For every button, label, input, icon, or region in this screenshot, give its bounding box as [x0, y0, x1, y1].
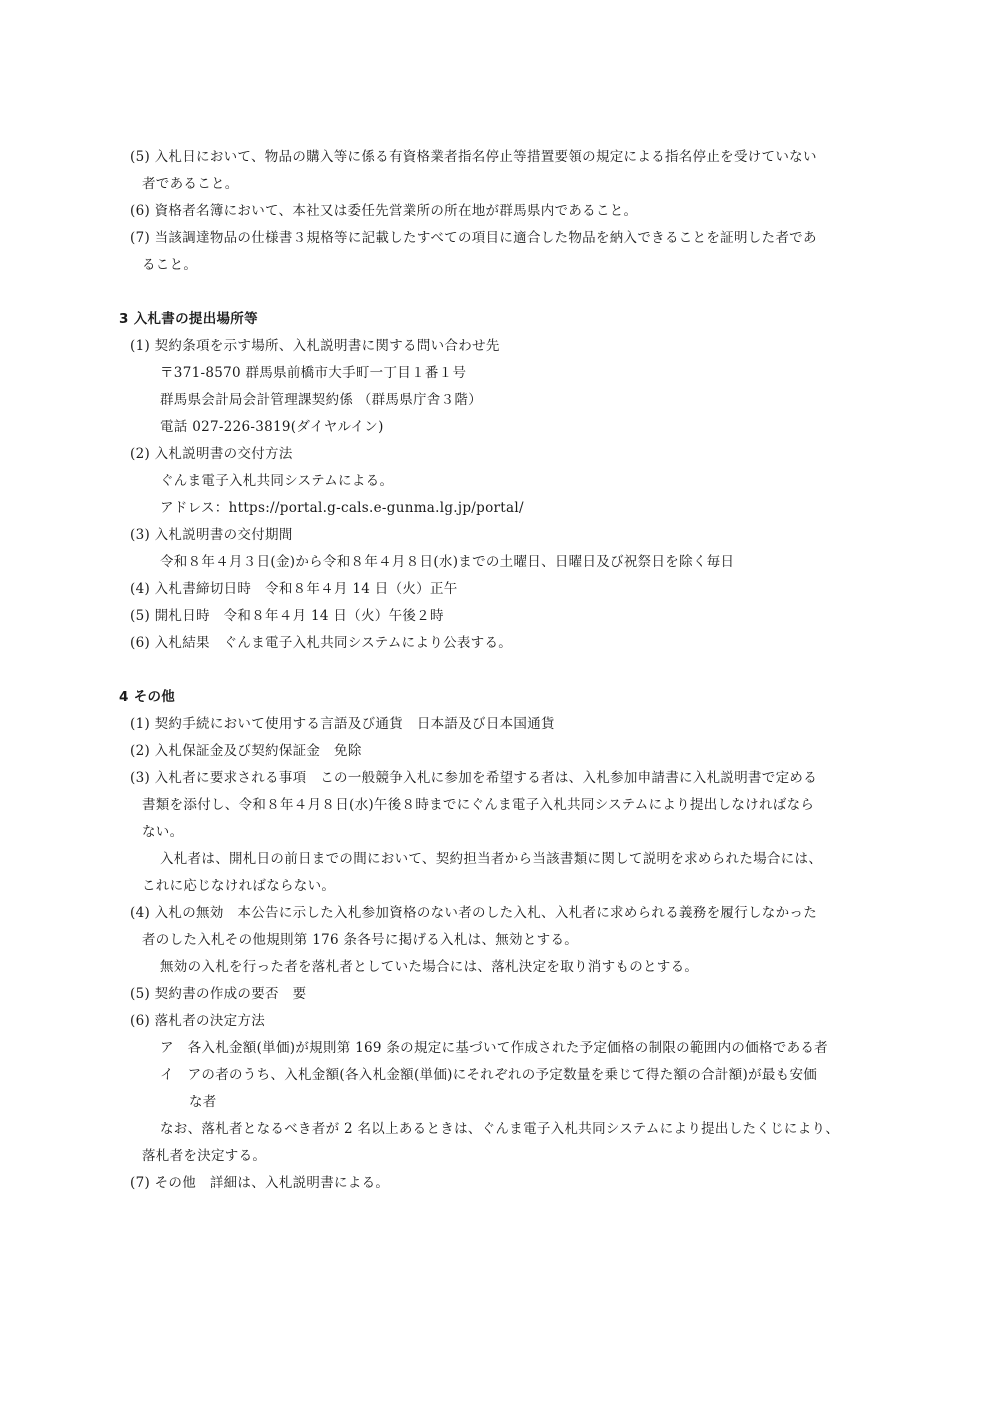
section4-item-4-para: 無効の入札を行った者を落札者としていた場合には、落札決定を取り消すものとする。	[160, 959, 699, 975]
section3-item-4: (4) 入札書締切日時 令和８年４月 14 日（火）正午	[130, 581, 458, 597]
section4-item-5: (5) 契約書の作成の要否 要	[130, 986, 307, 1002]
section4-item-6-note: なお、落札者となるべき者が 2 名以上あるときは、ぐんま電子入札共同システムにより提出したくじにより、	[160, 1121, 840, 1137]
section3-item-1: (1) 契約条項を示す場所、入札説明書に関する問い合わせ先	[130, 338, 500, 354]
section4-item-3-para-cont: これに応じなければならない。	[142, 878, 336, 894]
section4-item-6-i-cont: な者	[189, 1094, 217, 1110]
section3-item-3: (3) 入札説明書の交付期間	[130, 527, 293, 543]
section3-item-6: (6) 入札結果 ぐんま電子入札共同システムにより公表する。	[130, 635, 513, 651]
section4-item-6-note-cont: 落札者を決定する。	[142, 1148, 267, 1164]
section4-item-2: (2) 入札保証金及び契約保証金 免除	[130, 743, 362, 759]
section3-system: ぐんま電子入札共同システムによる。	[160, 473, 394, 489]
section4-item-3-para: 入札者は、開札日の前日までの間において、契約担当者から当該書類に関して説明を求められた場合には、	[160, 851, 823, 867]
section4-item-6-a: ア 各入札金額(単価)が規則第 169 条の規定に基づいて作成された予定価格の制限の範囲内の価格である者	[160, 1040, 828, 1056]
intro-item-5-cont: 者であること。	[142, 176, 239, 192]
section4-item-6: (6) 落札者の決定方法	[130, 1013, 266, 1029]
section3-postal-address: 〒371-8570 群馬県前橋市大手町一丁目１番１号	[160, 365, 467, 381]
section3-period: 令和８年４月３日(金)から令和８年４月８日(水)までの土曜日、日曜日及び祝祭日を除く毎日	[160, 554, 735, 570]
section4-item-3: (3) 入札者に要求される事項 この一般競争入札に参加を希望する者は、入札参加申請書に入札説明書で定める	[130, 770, 818, 786]
section3-url: アドレス：https://portal.g-cals.e-gunma.lg.jp/portal/	[160, 500, 524, 516]
section4-heading: 4 その他	[119, 689, 176, 705]
section3-heading: 3 入札書の提出場所等	[119, 311, 258, 327]
intro-item-5: (5) 入札日において、物品の購入等に係る有資格業者指名停止等措置要領の規定による指名停止を受けていない	[130, 149, 817, 165]
intro-item-7-cont: ること。	[142, 257, 198, 273]
section4-item-3-cont2: ない。	[142, 824, 184, 840]
section4-item-3-cont: 書類を添付し、令和８年４月８日(水)午後８時までにぐんま電子入札共同システムにより提出しなければなら	[142, 797, 815, 813]
section3-office: 群馬県会計局会計管理課契約係 （群馬県庁舎３階）	[160, 392, 482, 408]
intro-item-6: (6) 資格者名簿において、本社又は委任先営業所の所在地が群馬県内であること。	[130, 203, 638, 219]
section4-item-4: (4) 入札の無効 本公告に示した入札参加資格のない者のした入札、入札者に求められる義務を履行しなかった	[130, 905, 818, 921]
section3-item-2: (2) 入札説明書の交付方法	[130, 446, 293, 462]
intro-item-7: (7) 当該調達物品の仕様書３規格等に記載したすべての項目に適合した物品を納入できることを証明した者であ	[130, 230, 817, 246]
section4-item-7: (7) その他 詳細は、入札説明書による。	[130, 1175, 390, 1191]
section3-item-5: (5) 開札日時 令和８年４月 14 日（火）午後２時	[130, 608, 444, 624]
section4-item-1: (1) 契約手続において使用する言語及び通貨 日本語及び日本国通貨	[130, 716, 555, 732]
section4-item-4-cont: 者のした入札その他規則第 176 条各号に掲げる入札は、無効とする。	[142, 932, 579, 948]
section4-item-6-i: イ アの者のうち、入札金額(各入札金額(単価)にそれぞれの予定数量を乗じて得た額の合計額)が最も安価	[160, 1067, 818, 1083]
section3-phone: 電話 027-226-3819(ダイヤルイン)	[160, 419, 384, 435]
